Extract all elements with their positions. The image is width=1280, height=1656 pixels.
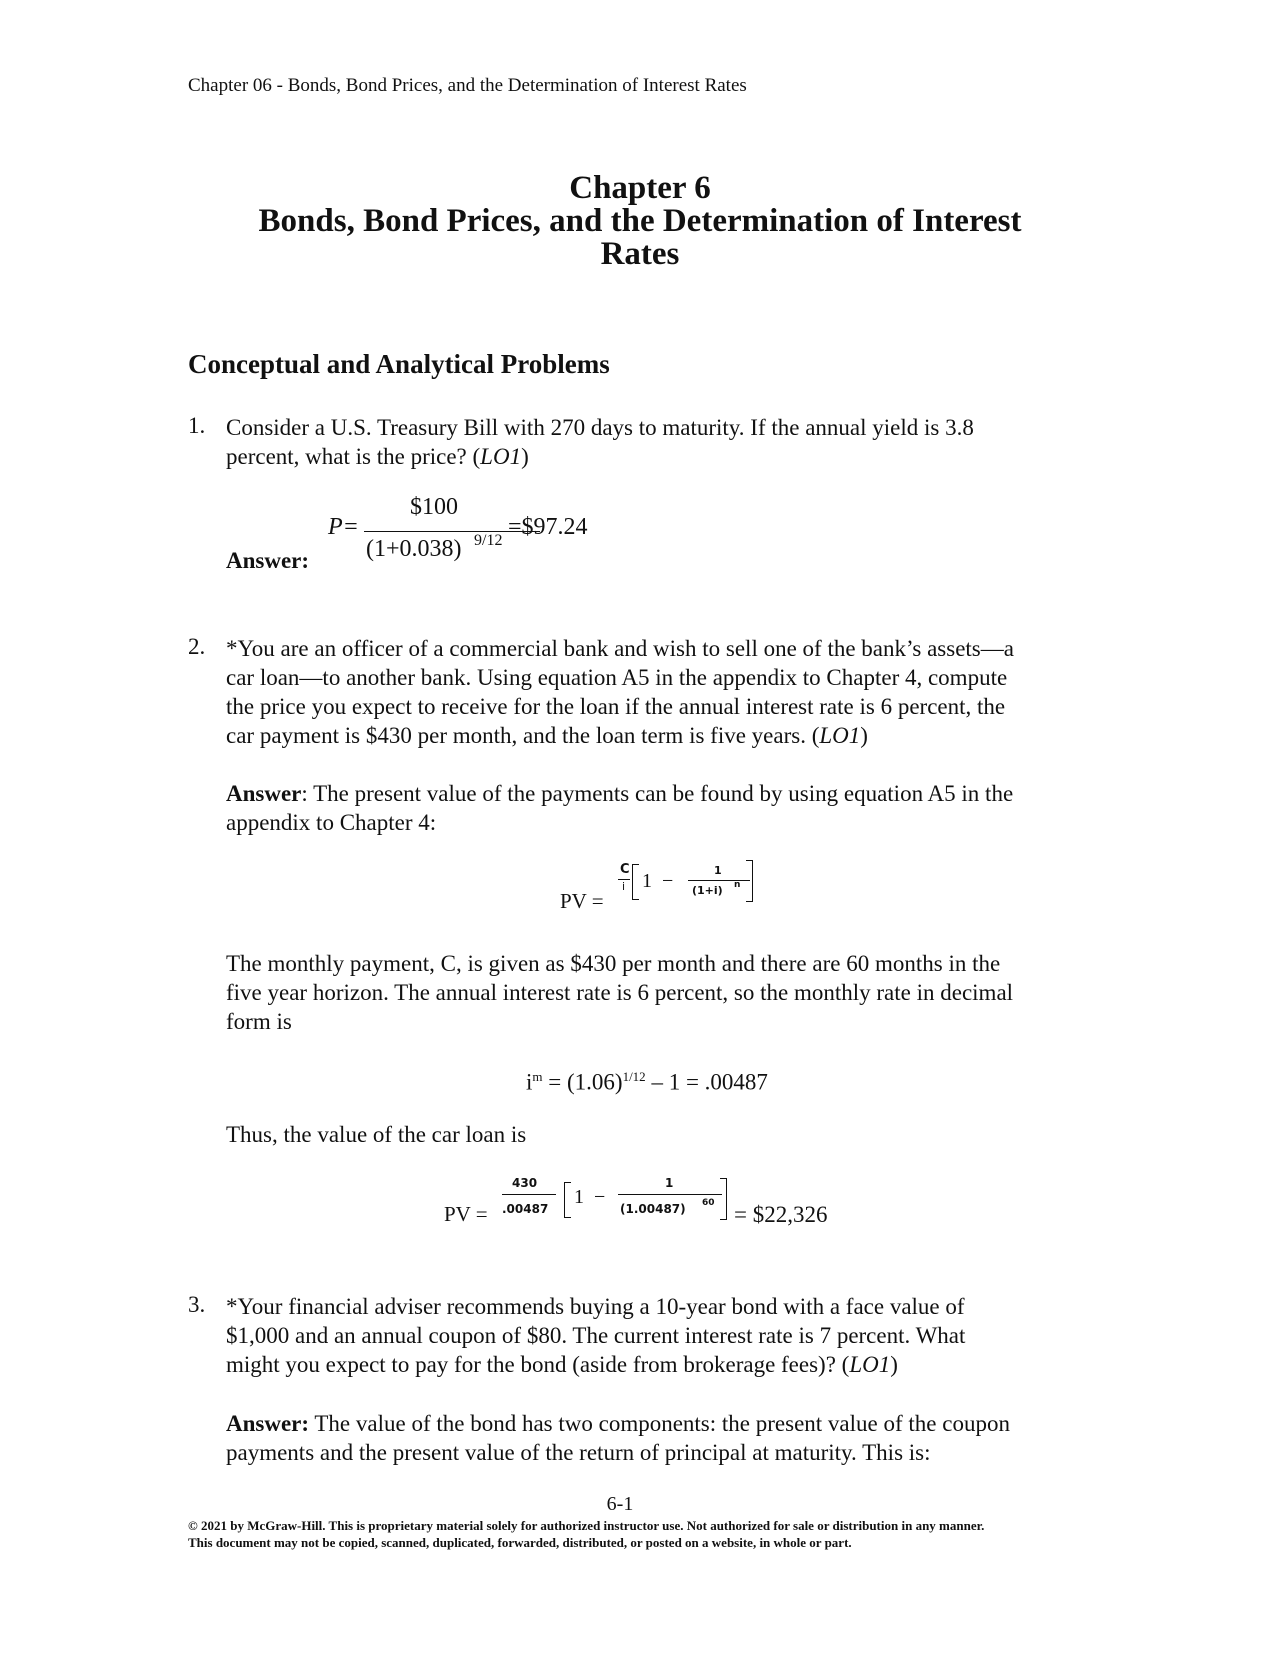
- car-loan-equation: [444, 1172, 844, 1232]
- eq3-result: = $22,326: [734, 1202, 828, 1227]
- q2-answer-line2: appendix to Chapter 4:: [226, 810, 437, 835]
- q3-answer-label: Answer:: [226, 1411, 310, 1436]
- eq1-left-bracket: [632, 864, 639, 900]
- eq1-fraction-bar: [688, 880, 750, 881]
- q2-text: [226, 634, 1096, 750]
- q2-answer-text: : The present value of the payments can be found by using equation A5 in the: [301, 781, 1014, 806]
- q1-line2-text: percent, what is the price? (: [226, 444, 481, 469]
- q1-exponent: 9/12: [474, 532, 503, 549]
- q2-close: ): [860, 723, 868, 748]
- q1-answer-label: Answer:: [226, 548, 310, 573]
- q3-line3: [226, 1350, 1096, 1379]
- q2-number: 2.: [188, 634, 206, 659]
- q2-lo: LO1: [819, 723, 861, 748]
- copyright-line1: © 2021 by McGraw-Hill. This is proprietary material solely for authorized instructor use. Not authorized for sale or distribution in any manner.: [188, 1518, 985, 1533]
- eq1-i: i: [622, 880, 626, 893]
- eq1-lhs: PV =: [560, 889, 604, 913]
- section-heading: Conceptual and Analytical Problems: [188, 349, 610, 379]
- eq3-fden: (1.00487): [620, 1202, 686, 1216]
- q3-close: ): [890, 1352, 898, 1377]
- q2-para2-line1: The monthly payment, C, is given as $430 per month and there are 60 months in the: [226, 951, 1001, 976]
- eq1-one: 1: [642, 870, 652, 892]
- q1-price-formula: [328, 494, 618, 568]
- q1-text: [226, 413, 1096, 471]
- eq3-fnum: 1: [665, 1176, 674, 1190]
- q1-denominator: (1+0.038): [366, 536, 462, 562]
- eq1-minus: −: [662, 870, 674, 892]
- q1-close: ): [521, 444, 529, 469]
- eq2-sup-exp: 1/12: [622, 1069, 646, 1084]
- q3-line1: *Your financial adviser recommends buying a 10-year bond with a face value of: [226, 1294, 965, 1319]
- eq3-fraction-bar: [502, 1194, 556, 1195]
- q3-answer-line1: [226, 1409, 1096, 1438]
- eq2-base: i: [526, 1069, 533, 1095]
- q1-lhs: P=: [328, 514, 359, 540]
- monthly-rate-equation: [526, 1062, 768, 1097]
- q2-line4: [226, 721, 1096, 750]
- q3-line3-text: might you expect to pay for the bond (aside from brokerage fees)? (: [226, 1352, 850, 1377]
- chapter-title-line2: Rates: [600, 236, 680, 272]
- q3-text: [226, 1292, 1096, 1379]
- q2-answer-label: Answer: [226, 781, 302, 806]
- eq3-lhs: PV =: [444, 1202, 488, 1226]
- equation-a5: [560, 862, 770, 912]
- q1-line1: Consider a U.S. Treasury Bill with 270 days to maturity. If the annual yield is 3.8: [226, 415, 974, 440]
- q1-lo: LO1: [480, 444, 522, 469]
- eq3-den: .00487: [502, 1202, 549, 1216]
- q2-para2: [226, 949, 1096, 1036]
- eq3-inner-fraction-bar: [618, 1194, 722, 1195]
- q2-para2-line3: form is: [226, 1009, 292, 1034]
- q3-answer: [226, 1409, 1096, 1467]
- eq3-one: 1: [574, 1186, 584, 1208]
- eq3-minus: −: [594, 1186, 606, 1208]
- q2-line3: the price you expect to receive for the loan if the annual interest rate is 6 percent, the: [226, 694, 1006, 719]
- page-number: 6-1: [606, 1493, 634, 1515]
- q3-number: 3.: [188, 1292, 206, 1317]
- chapter-number: Chapter 6: [569, 170, 711, 206]
- copyright-line2: This document may not be copied, scanned, duplicated, forwarded, distributed, or posted on a website, in whole or part.: [188, 1535, 852, 1550]
- q2-para2-line2: five year horizon. The annual interest rate is 6 percent, so the monthly rate in decimal: [226, 980, 1014, 1005]
- q2-thus: Thus, the value of the car loan is: [226, 1122, 527, 1147]
- q2-line2: car loan—to another bank. Using equation A5 in the appendix to Chapter 4, compute: [226, 665, 1008, 690]
- eq1-c: C: [620, 862, 630, 877]
- eq1-right-bracket: [746, 860, 753, 902]
- eq1-exp: n: [734, 880, 741, 890]
- q3-lo: LO1: [849, 1352, 891, 1377]
- eq1-num: 1: [714, 864, 722, 877]
- q1-line2: [226, 442, 1096, 471]
- eq1-den: (1+i): [692, 884, 723, 897]
- q2-answer: [226, 779, 1096, 837]
- eq3-left-bracket: [564, 1182, 571, 1218]
- chapter-title-line1: Bonds, Bond Prices, and the Determination of Interest: [258, 203, 1022, 239]
- q1-result: =$97.24: [508, 514, 588, 540]
- running-header: Chapter 06 - Bonds, Bond Prices, and the Determination of Interest Rates: [188, 75, 747, 96]
- q2-line1: *You are an officer of a commercial bank and wish to sell one of the bank’s assets—a: [226, 636, 1014, 661]
- eq2-rest: – 1 = .00487: [645, 1069, 768, 1095]
- eq3-right-bracket: [720, 1178, 727, 1220]
- q1-numerator: $100: [410, 494, 458, 520]
- q1-number: 1.: [188, 413, 206, 438]
- eq2-mid: = (1.06): [542, 1069, 623, 1095]
- q2-line4-text: car payment is $430 per month, and the loan term is five years. (: [226, 723, 820, 748]
- eq2-sup-m: m: [532, 1069, 543, 1084]
- q3-line2: $1,000 and an annual coupon of $80. The current interest rate is 7 percent. What: [226, 1323, 966, 1348]
- q3-answer-text: The value of the bond has two components: the present value of the coupon: [309, 1411, 1010, 1436]
- q3-answer-line2: payments and the present value of the return of principal at maturity. This is:: [226, 1440, 931, 1465]
- eq3-num: 430: [512, 1176, 538, 1190]
- eq3-fexp: 60: [702, 1198, 715, 1208]
- q2-answer-line1: [226, 779, 1096, 808]
